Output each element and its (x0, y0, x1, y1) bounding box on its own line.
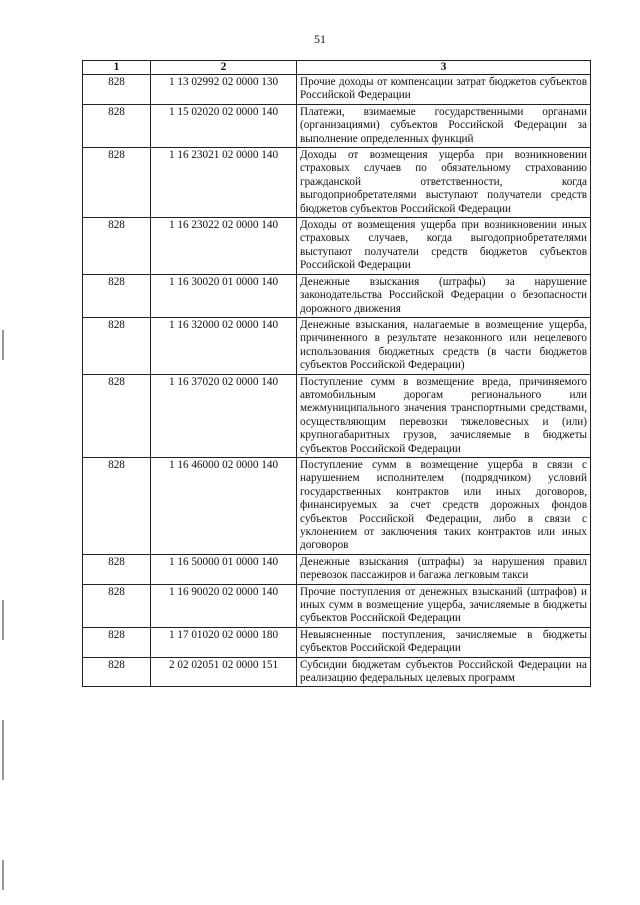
table-row (83, 584, 591, 627)
budget-classification-code-cell: 2 02 02051 02 0000 151 (151, 657, 297, 687)
table-row (83, 374, 591, 457)
table-row (83, 457, 591, 554)
revenue-name-cell: Доходы от возмещения ущерба при возникновении иных страховых случаев, когда выгодоприобретателями выступают получатели средств бюджетов субъектов Российской Федерации (297, 218, 591, 275)
admin-code-cell: 828 (83, 627, 151, 657)
revenue-name-cell: Денежные взыскания (штрафы) за нарушения правил перевозок пассажиров и багажа легковым такси (297, 554, 591, 584)
admin-code-cell: 828 (83, 148, 151, 218)
revenue-name-cell: Невыясненные поступления, зачисляемые в бюджеты субъектов Российской Федерации (297, 627, 591, 657)
revenue-name-cell: Поступление сумм в возмещение вреда, причиняемого автомобильным дорогам регионального или межмуниципального значения транспортными средствами, осуществляющим перевозки тяжеловесных и (или) крупногабаритных грузов, зачисляемые в бюджеты субъектов Российской Федерации (297, 374, 591, 457)
revenue-name-cell: Доходы от возмещения ущерба при возникновении страховых случаев по обязательному страхованию гражданской ответственности, когда выгодоприобретателями выступают получатели средств бюджетов субъектов Российской Федерации (297, 148, 591, 218)
admin-code-cell: 828 (83, 317, 151, 374)
page-number: 51 (314, 32, 326, 46)
revenue-name-cell: Прочие доходы от компенсации затрат бюджетов субъектов Российской Федерации (297, 75, 591, 105)
table-row (83, 627, 591, 657)
table-row (83, 274, 591, 317)
table-row (83, 104, 591, 147)
admin-code-cell: 828 (83, 75, 151, 105)
table-row (83, 657, 591, 687)
admin-code-cell: 828 (83, 374, 151, 457)
table-row (83, 218, 591, 275)
table-row (83, 554, 591, 584)
admin-code-cell: 828 (83, 554, 151, 584)
revenue-name-cell: Денежные взыскания, налагаемые в возмещение ущерба, причиненного в результате незаконного или нецелевого использования бюджетных средств (в части бюджетов субъектов Российской Федерации) (297, 317, 591, 374)
budget-classification-code-cell: 1 15 02020 02 0000 140 (151, 104, 297, 147)
admin-code-cell: 828 (83, 274, 151, 317)
admin-code-cell: 828 (83, 457, 151, 554)
revenue-name-cell: Прочие поступления от денежных взысканий (штрафов) и иных сумм в возмещение ущерба, зачисляемые в бюджеты субъектов Российской Федерации (297, 584, 591, 627)
revenue-codes-table (82, 60, 591, 687)
table-header-row (83, 61, 591, 75)
budget-classification-code-cell: 1 16 23022 02 0000 140 (151, 218, 297, 275)
budget-classification-code-cell: 1 16 23021 02 0000 140 (151, 148, 297, 218)
budget-classification-code-cell: 1 16 37020 02 0000 140 (151, 374, 297, 457)
admin-code-cell: 828 (83, 218, 151, 275)
admin-code-cell: 828 (83, 104, 151, 147)
budget-classification-code-cell: 1 16 46000 02 0000 140 (151, 457, 297, 554)
revenue-name-cell: Денежные взыскания (штрафы) за нарушение законодательства Российской Федерации о безопасности дорожного движения (297, 274, 591, 317)
budget-classification-code-cell: 1 13 02992 02 0000 130 (151, 75, 297, 105)
budget-classification-code-cell: 1 16 90020 02 0000 140 (151, 584, 297, 627)
table-row (83, 75, 591, 105)
column-header-1: 1 (83, 61, 151, 75)
budget-classification-code-cell: 1 16 30020 01 0000 140 (151, 274, 297, 317)
scan-edge-marks (2, 300, 6, 900)
table-row (83, 317, 591, 374)
budget-classification-code-cell: 1 16 50000 01 0000 140 (151, 554, 297, 584)
column-header-3: 3 (297, 61, 591, 75)
budget-classification-code-cell: 1 16 32000 02 0000 140 (151, 317, 297, 374)
revenue-name-cell: Субсидии бюджетам субъектов Российской Федерации на реализацию федеральных целевых программ (297, 657, 591, 687)
revenue-name-cell: Платежи, взимаемые государственными органами (организациями) субъектов Российской Федерации за выполнение определенных функций (297, 104, 591, 147)
budget-classification-code-cell: 1 17 01020 02 0000 180 (151, 627, 297, 657)
table-row (83, 148, 591, 218)
revenue-name-cell: Поступление сумм в возмещение ущерба в связи с нарушением исполнителем (подрядчиком) условий государственных контрактов или иных договоров, финансируемых за счет средств дорожных фондов субъектов Российской Федерации, либо в связи с уклонением от заключения таких контрактов или иных договоров (297, 457, 591, 554)
admin-code-cell: 828 (83, 657, 151, 687)
column-header-2: 2 (151, 61, 297, 75)
admin-code-cell: 828 (83, 584, 151, 627)
